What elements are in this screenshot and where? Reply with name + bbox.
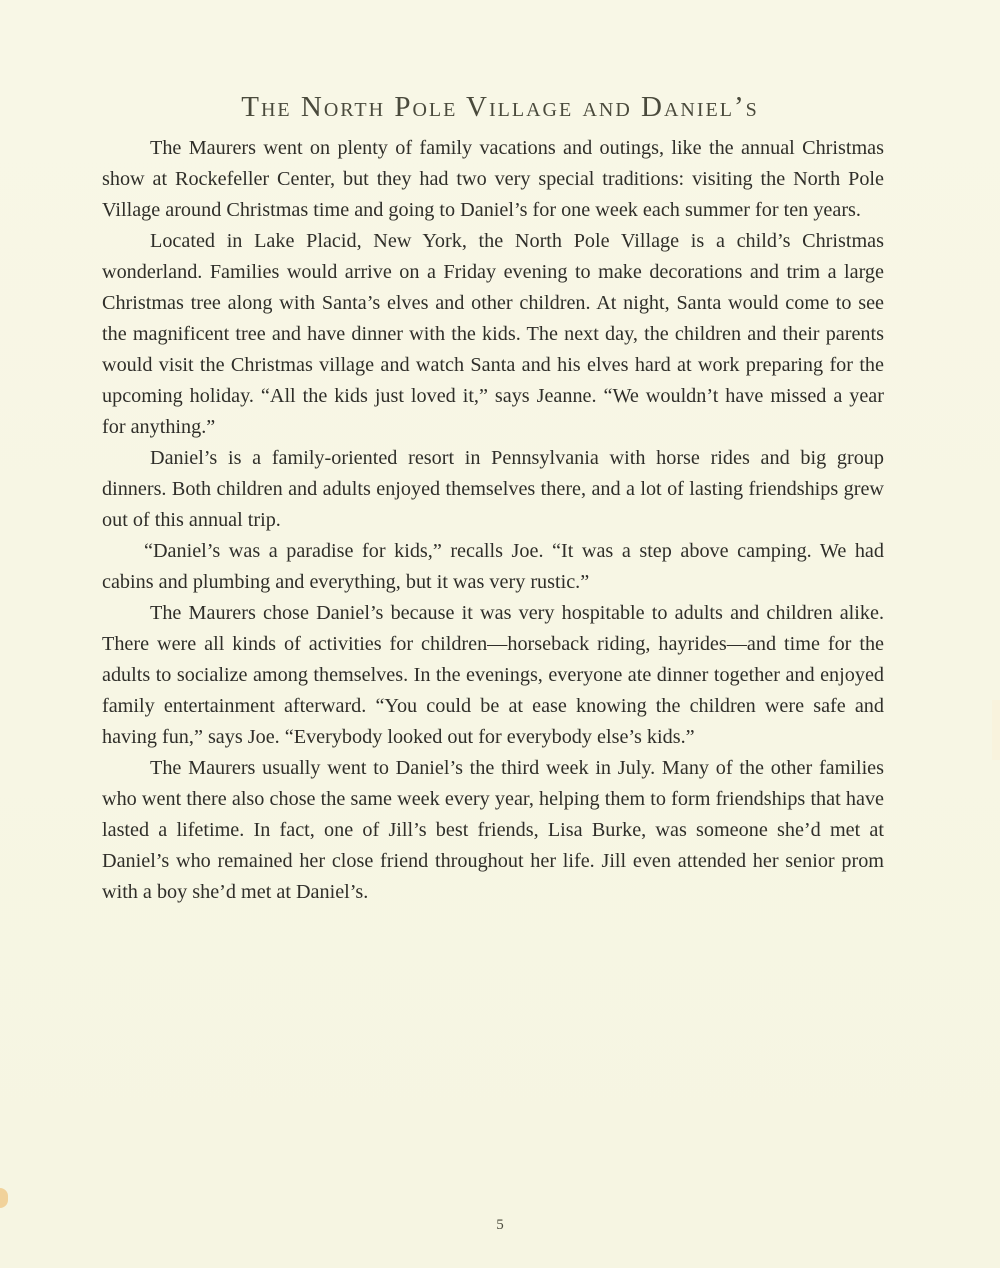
- paragraph-3: Daniel’s is a family-oriented resort in Pennsylvania with horse rides and big group dinners. Both children and adults enjoyed themselves there, and a lot of lasting friendships grew out of this annual trip.: [102, 447, 884, 531]
- page-number: 5: [496, 1217, 504, 1233]
- edge-tab-mark: [0, 1188, 8, 1208]
- paragraph-1: The Maurers went on plenty of family vacations and outings, like the annual Christmas show at Rockefeller Center, but they had two very special traditions: visiting the North Pole Village around Christmas time and going to Daniel’s for one week each summer for ten years.: [102, 137, 884, 221]
- paragraph-4: “Daniel’s was a paradise for kids,” recalls Joe. “It was a step above camping. We had cabins and plumbing and everything, but it was very rustic.”: [102, 540, 884, 593]
- paragraph-5: The Maurers chose Daniel’s because it was very hospitable to adults and children alike. There were all kinds of activities for children—horseback riding, hayrides—and time for the adults to socialize among themselves. In the evenings, everyone ate dinner together and enjoyed family entertainment afterward. “You could be at ease knowing the children were safe and having fun,” says Joe. “Everybody looked out for everybody else’s kids.”: [102, 602, 884, 748]
- paragraph-2: Located in Lake Placid, New York, the North Pole Village is a child’s Christmas wonderland. Families would arrive on a Friday evening to make decorations and trim a large Christmas tree along with Santa’s elves and other children. At night, Santa would come to see the magnificent tree and have dinner with the kids. The next day, the children and their parents would visit the Christmas village and watch Santa and his elves hard at work preparing for the upcoming holiday. “All the kids just loved it,” says Jeanne. “We wouldn’t have missed a year for anything.”: [102, 230, 884, 438]
- chapter-title: The North Pole Village and Daniel’s: [241, 91, 759, 124]
- paragraph-6: The Maurers usually went to Daniel’s the third week in July. Many of the other families who went there also chose the same week every year, helping them to form friendships that have lasted a lifetime. In fact, one of Jill’s best friends, Lisa Burke, was someone she’d met at Daniel’s who remained her close friend throughout her life. Jill even attended her senior prom with a boy she’d met at Daniel’s.: [102, 757, 884, 903]
- page-edge-highlight: [992, 700, 1000, 760]
- body-text: [102, 133, 884, 908]
